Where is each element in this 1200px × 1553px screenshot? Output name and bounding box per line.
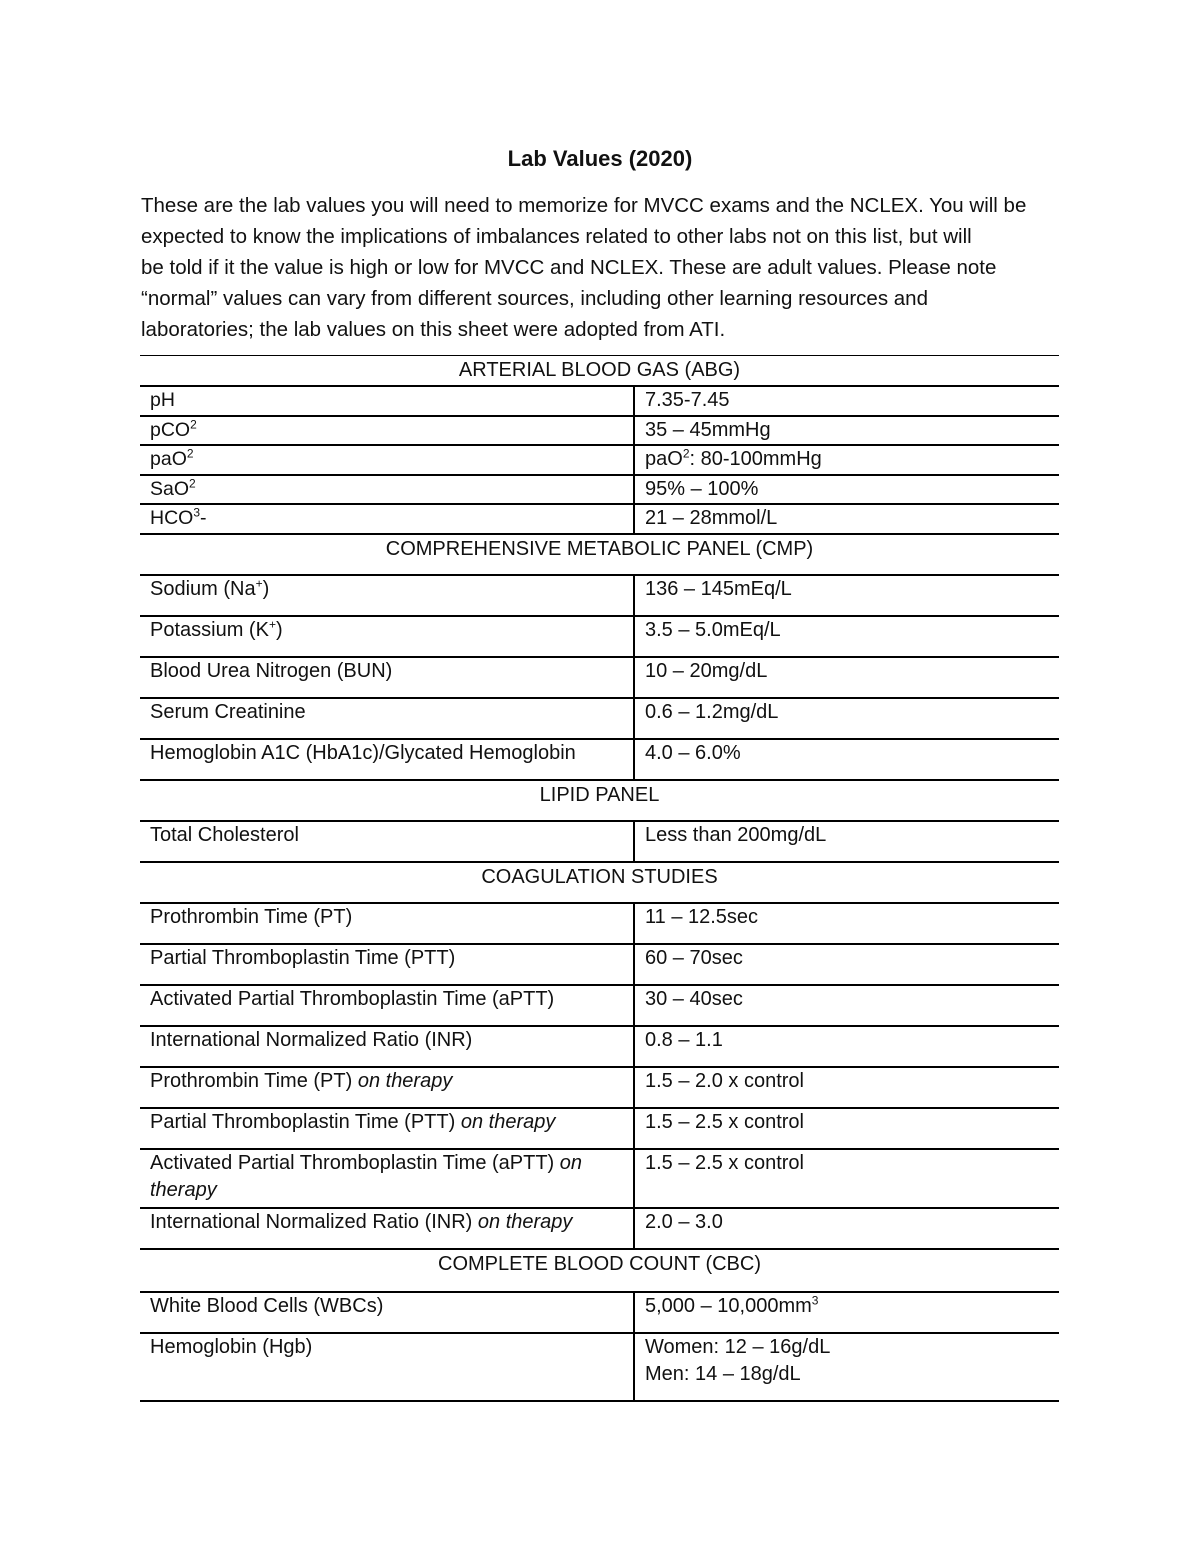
lab-name: Partial Thromboplastin Time (PTT) xyxy=(140,944,634,985)
table-row xyxy=(140,416,1059,446)
intro-line: These are the lab values you will need to memorize for MVCC exams and the NCLEX. You will be xyxy=(141,194,1027,217)
lab-name: Partial Thromboplastin Time (PTT) on therapy xyxy=(140,1108,634,1149)
lab-value: 30 – 40sec xyxy=(645,987,743,1010)
lab-value: 2.0 – 3.0 xyxy=(645,1210,723,1233)
lab-name: Prothrombin Time (PT) xyxy=(140,903,634,944)
lab-value: 21 – 28mmol/L xyxy=(645,507,778,529)
lab-name: Activated Partial Thromboplastin Time (aPTT) xyxy=(140,985,634,1026)
table-row xyxy=(140,1208,1059,1249)
lab-value: 1.5 – 2.5 x control xyxy=(645,1151,804,1174)
section-title: LIPID PANEL xyxy=(539,783,660,806)
intro-line: “normal” values can vary from different sources, including other learning resources and xyxy=(141,287,928,310)
lab-name: Potassium (K+) xyxy=(140,616,634,657)
lab-name: Total Cholesterol xyxy=(140,821,634,862)
lab-value: 11 – 12.5sec xyxy=(645,905,759,928)
table-row xyxy=(140,1149,1059,1208)
section-title: COMPLETE BLOOD COUNT (CBC) xyxy=(438,1252,761,1275)
lab-name: Blood Urea Nitrogen (BUN) xyxy=(140,657,634,698)
lab-name: International Normalized Ratio (INR) on therapy xyxy=(140,1208,634,1249)
lab-name: Activated Partial Thromboplastin Time (aPTT) on therapy xyxy=(140,1149,634,1208)
intro-paragraph xyxy=(141,190,1066,345)
lab-name: Hemoglobin A1C (HbA1c)/Glycated Hemoglobin xyxy=(140,739,634,780)
table-row xyxy=(140,903,1059,944)
table-row xyxy=(140,944,1059,985)
table-row xyxy=(140,575,1059,616)
section-header-cmp xyxy=(140,534,1059,575)
lab-name: pH xyxy=(140,386,634,416)
table-row xyxy=(140,445,1059,475)
lab-name: Prothrombin Time (PT) on therapy xyxy=(140,1067,634,1108)
section-header-cbc xyxy=(140,1249,1059,1292)
lab-name: Serum Creatinine xyxy=(140,698,634,739)
table-row xyxy=(140,657,1059,698)
lab-name: White Blood Cells (WBCs) xyxy=(140,1292,634,1333)
lab-value: 7.35-7.45 xyxy=(645,389,730,411)
lab-name: pCO$^2$ xyxy=(140,416,634,446)
section-title: COAGULATION STUDIES xyxy=(481,865,718,888)
lab-name: paO$^2$ xyxy=(140,445,634,475)
lab-value: 1.5 – 2.0 x control xyxy=(645,1069,804,1092)
section-header-abg xyxy=(140,356,1059,387)
lab-value: 95% – 100% xyxy=(645,477,759,500)
table-row xyxy=(140,1333,1059,1401)
intro-line: laboratories; the lab values on this sheet were adopted from ATI. xyxy=(141,318,726,341)
lab-value: 60 – 70sec xyxy=(645,946,743,969)
lab-name: HCO$^3$- xyxy=(140,504,634,534)
table-row xyxy=(140,616,1059,657)
table-row xyxy=(140,386,1059,416)
section-title: COMPREHENSIVE METABOLIC PANEL (CMP) xyxy=(385,537,814,560)
intro-line: expected to know the implications of imbalances related to other labs not on this list, but will xyxy=(141,225,972,248)
lab-value: $5,000 - 10,000mm^3$ xyxy=(645,1292,819,1317)
section-header-lipid xyxy=(140,780,1059,821)
lab-value-men: Men: 14 – 18g/dL xyxy=(645,1362,801,1385)
lab-value: 136 – 145mEq/L xyxy=(645,577,792,600)
table-row xyxy=(140,1026,1059,1067)
table-row xyxy=(140,1067,1059,1108)
lab-value: 0.6 – 1.2mg/dL xyxy=(645,700,779,723)
section-title: ARTERIAL BLOOD GAS (ABG) xyxy=(458,359,741,381)
table-row xyxy=(140,475,1059,505)
section-header-coag xyxy=(140,862,1059,903)
intro-line: be told if it the value is high or low for MVCC and NCLEX. These are adult values. Please note xyxy=(141,256,997,279)
table-row xyxy=(140,504,1059,534)
lab-value xyxy=(634,1333,1059,1401)
lab-value: Less than 200mg/dL xyxy=(645,823,827,846)
lab-value: 0.8 – 1.1 xyxy=(645,1028,723,1051)
lab-value: paO$^2$: 80-100mmHg xyxy=(645,446,822,470)
document-title: Lab Values (2020) xyxy=(507,146,693,171)
lab-value: 10 – 20mg/dL xyxy=(645,659,768,682)
table-row xyxy=(140,821,1059,862)
lab-value: 4.0 – 6.0% xyxy=(645,741,741,764)
lab-name: Sodium (Na+) xyxy=(140,575,634,616)
lab-name: Hemoglobin (Hgb) xyxy=(140,1333,634,1401)
table-row xyxy=(140,985,1059,1026)
table-row xyxy=(140,739,1059,780)
lab-value: 35 – 45mmHg xyxy=(645,418,771,441)
lab-value: 1.5 – 2.5 x control xyxy=(645,1110,804,1133)
lab-value-women: Women: 12 – 16g/dL xyxy=(645,1335,831,1358)
lab-value: 3.5 – 5.0mEq/L xyxy=(645,618,781,641)
table-row xyxy=(140,1292,1059,1333)
table-row xyxy=(140,1108,1059,1149)
table-row xyxy=(140,698,1059,739)
lab-name: SaO$^2$ xyxy=(140,475,634,505)
lab-name: International Normalized Ratio (INR) xyxy=(140,1026,634,1067)
lab-values-table xyxy=(140,355,1059,1402)
